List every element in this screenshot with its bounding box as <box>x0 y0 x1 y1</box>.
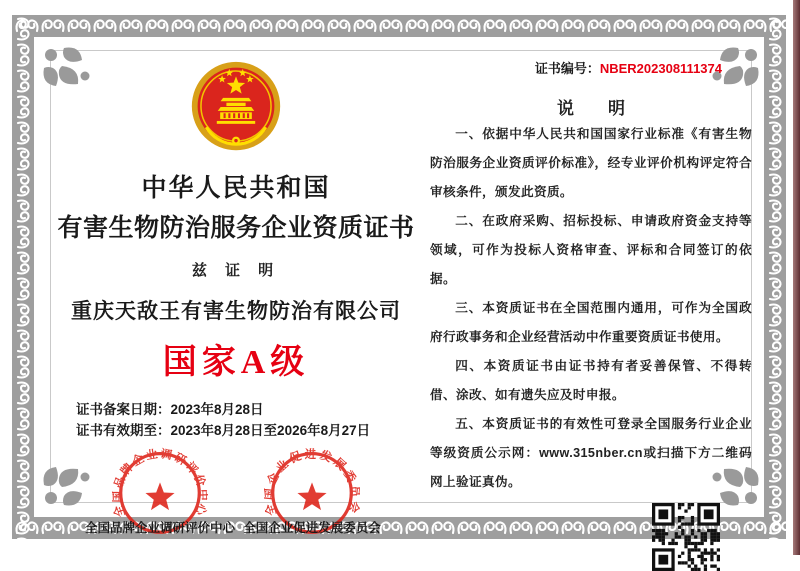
grade-badge: 国家A级 <box>162 344 310 381</box>
note-item-5: 五、本资质证书的有效性可登录全国服务行业企业等级资质公示网：www.315nber.cn或扫描下方二维码网上验证真伪。 <box>430 417 752 489</box>
seal-right <box>236 445 388 536</box>
seals-row <box>50 445 422 536</box>
country-title: 中华人民共和国 <box>141 174 331 202</box>
company-name: 重庆天敌王有害生物防治有限公司 <box>71 300 401 323</box>
certificate-number: NBER202308111374 <box>599 61 722 76</box>
seal-left-label: 全国品牌企业调研评价中心 <box>84 521 235 535</box>
notes-panel <box>430 58 752 571</box>
valid-until: 证书有效期至：2023年8月28日至2026年8月27日 <box>76 423 371 438</box>
note-item-2: 二、在政府采购、招标投标、申请政府资金支持等领域，可作为投标人资格审查、评标和合同签订的依据。 <box>430 214 752 286</box>
seal-right-label: 全国企业促进发展委员会 <box>243 521 381 535</box>
certificate-main-panel <box>50 50 422 535</box>
national-emblem-icon <box>188 60 284 156</box>
seal-left <box>84 445 236 536</box>
photo-edge <box>793 0 800 555</box>
notes-heading: 说 明 <box>557 99 625 118</box>
note-item-3: 三、本资质证书在全国范围内通用，可作为全国政府行政事务和企业经营活动中作重要资质证书使用。 <box>430 301 752 344</box>
note-item-1: 一、依据中华人民共和国国家行业标准《有害生物防治服务企业资质评价标准》，经专业评价机构评定符合审核条件，颁发此资质。 <box>430 127 752 199</box>
certificate-title: 有害生物防治服务企业资质证书 <box>57 214 415 242</box>
record-date: 证书备案日期：2023年8月28日 <box>76 402 264 417</box>
qr-wrap <box>430 503 752 571</box>
certificate-number-line <box>430 58 752 77</box>
svg-text:全国企业促进发展委员会: 全国企业促进发展委员会 <box>264 448 360 517</box>
certify-text: 兹 证 明 <box>191 262 281 279</box>
verification-qr-code-icon <box>652 503 720 571</box>
note-item-4: 四、本资质证书由证书持有者妥善保管、不得转借、涂改、如有遗失应及时申报。 <box>430 359 752 402</box>
svg-text:全国品牌企业调研评价中心: 全国品牌企业调研评价中心 <box>112 448 208 519</box>
certificate-number-label: 证书编号： <box>534 61 600 76</box>
date-block <box>50 399 422 441</box>
